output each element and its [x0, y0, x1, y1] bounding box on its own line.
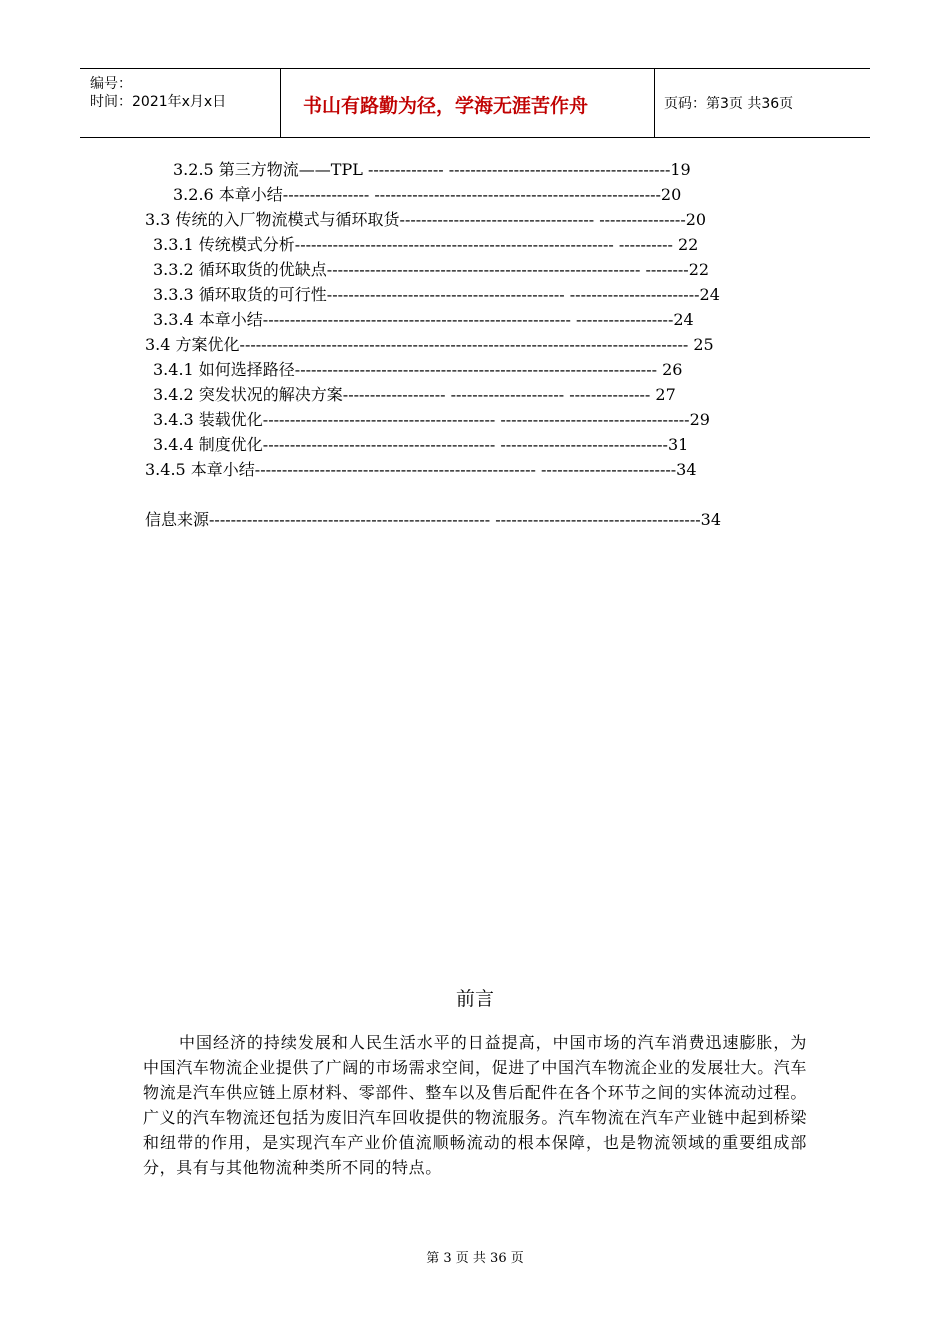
- toc-entry: 3.3.4 本章小结--------------------------------------------------------- ------------------24: [153, 310, 694, 329]
- toc-entry: 3.4.3 装载优化------------------------------------------- -----------------------------------29: [153, 410, 710, 429]
- toc-entry: 3.4.1 如何选择路径------------------------------------------------------------------- 26: [153, 360, 683, 379]
- header-motto-cell: [280, 69, 655, 137]
- toc-entry: 3.4.2 突发状况的解决方案------------------- --------------------- --------------- 27: [153, 385, 676, 404]
- toc-entry: 3.3.2 循环取货的优缺点---------------------------------------------------------- --------22: [153, 260, 710, 279]
- toc-entry: 3.4.4 制度优化------------------------------------------- -------------------------------31: [153, 435, 689, 454]
- number-label: 编号：: [90, 76, 132, 92]
- toc-entry: 3.3.1 传统模式分析----------------------------------------------------------- ---------- 22: [153, 235, 699, 254]
- toc-entry: 3.2.6 本章小结---------------- -----------------------------------------------------20: [173, 185, 682, 204]
- toc-entry: 3.3.3 循环取货的可行性-------------------------------------------- ------------------------24: [153, 285, 720, 304]
- header-page-cell: [654, 69, 870, 137]
- page-footer: 第 3 页 共 36 页: [426, 1251, 524, 1266]
- motto-text: 书山有路勤为径，学海无涯苦作舟: [303, 95, 589, 117]
- document-header: [80, 68, 870, 138]
- toc-entry: 3.2.5 第三方物流——TPL -------------- -----------------------------------------19: [173, 160, 691, 179]
- time-label: 时间：2021年x月x日: [90, 94, 227, 110]
- toc-entry: 3.4 方案优化----------------------------------------------------------------------------------- 25: [145, 335, 714, 354]
- header-left-cell: [80, 69, 280, 137]
- toc-entry: 3.3 传统的入厂物流模式与循环取货------------------------------------ ----------------20: [145, 210, 707, 229]
- toc-entry: 3.4.5 本章小结---------------------------------------------------- -------------------------34: [145, 460, 697, 479]
- preface-body: 中国经济的持续发展和人民生活水平的日益提高，中国市场的汽车消费迅速膨胀，为中国汽车物流企业提供了广阔的市场需求空间，促进了中国汽车物流企业的发展壮大。汽车物流是汽车供应链上原材料、零部件、整车以及售后配件在各个环节之间的实体流动过程。广义的汽车物流还包括为废旧汽车回收提供的物流服务。汽车物流在汽车产业链中起到桥梁和纽带的作用，是实现汽车产业价值流顺畅流动的根本保障，也是物流领域的重要组成部分，具有与其他物流种类所不同的特点。: [143, 1033, 808, 1177]
- toc-entry: 信息来源---------------------------------------------------- --------------------------------------34: [145, 510, 722, 529]
- preface-title: 前言: [455, 988, 494, 1010]
- page-info: 页码：第3页 共36页: [664, 96, 794, 112]
